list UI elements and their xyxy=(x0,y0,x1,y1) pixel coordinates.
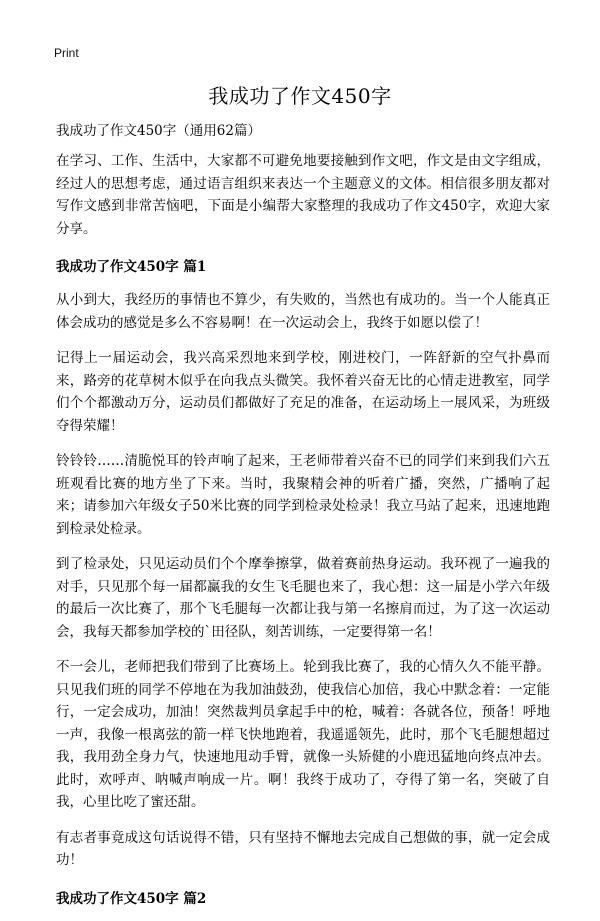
section-paragraph: 记得上一届运动会，我兴高采烈地来到学校，刚进校门，一阵舒新的空气扑鼻而来，路旁的花草树木似乎在向我点头微笑。我怀着兴奋无比的心情走进教室，同学们个个都激动万分，运动员们都做好了充足的准备，在运动场上一展风采，为班级夺得荣耀！ xyxy=(56,350,550,434)
print-label: Print xyxy=(54,46,79,60)
section-paragraph: 到了检录处，只见运动员们个个摩拳擦掌，做着赛前热身运动。我环视了一遍我的对手，只见那个每一届都赢我的女生飞毛腿也来了，我心想：这一届是小学六年级的最后一次比赛了，那个飞毛腿每一次都让我与第一名擦肩而过，为了这一次运动会，我每天都参加学校的`田径队，刻苦训练，一定要得第一名！ xyxy=(56,556,550,640)
document-subtitle: 我成功了作文450字（通用62篇） xyxy=(56,123,261,139)
section-paragraph: 有志者事竟成这句话说得不错，只有坚持不懈地去完成自己想做的事，就一定会成功！ xyxy=(56,829,550,868)
document-body xyxy=(56,120,550,921)
document-title: 我成功了作文450字 xyxy=(208,84,392,108)
section-paragraph: 不一会儿，老师把我们带到了比赛场上。轮到我比赛了，我的心情久久不能平静。只见我们班的同学不停地在为我加油鼓劲，使我信心加倍，我心中默念着：一定能行，一定会成功，加油！突然裁判员拿起手中的枪，喊着：各就各位，预备！呼地一声，我像一根离弦的箭一样飞快地跑着，我遥遥领先，此时，那个飞毛腿想超过我，我用劲全身力气，快速地甩动手臂，就像一头矫健的小鹿迅猛地向终点冲去。此时，欢呼声、呐喊声响成一片。啊！我终于成功了，夺得了第一名，突破了自我，心里比吃了蜜还甜。 xyxy=(56,659,550,810)
intro-paragraph: 在学习、工作、生活中，大家都不可避免地要接触到作文吧，作文是由文字组成，经过人的思想考虑，通过语言组织来表达一个主题意义的文体。相信很多朋友都对写作文感到非常苦恼吧，下面是小编帮大家整理的我成功了作文450字，欢迎大家分享。 xyxy=(56,153,550,237)
section-heading: 我成功了作文450字 篇2 xyxy=(56,890,207,907)
section-paragraph: 铃铃铃……清脆悦耳的铃声响了起来，王老师带着兴奋不已的同学们来到我们六五班观看比赛的地方坐了下来。当时，我聚精会神的听着广播，突然，广播响了起来；请参加六年级女子50米比赛的同学到检录处检录！我立马站了起来，迅速地跑到检录处检录。 xyxy=(56,453,550,537)
section-heading: 我成功了作文450字 篇1 xyxy=(56,259,207,275)
section-paragraph: 从小到大，我经历的事情也不算少，有失败的，当然也有成功的。当一个人能真正体会成功的感觉是多么不容易啊！在一次运动会上，我终于如愿以偿了！ xyxy=(56,292,550,331)
